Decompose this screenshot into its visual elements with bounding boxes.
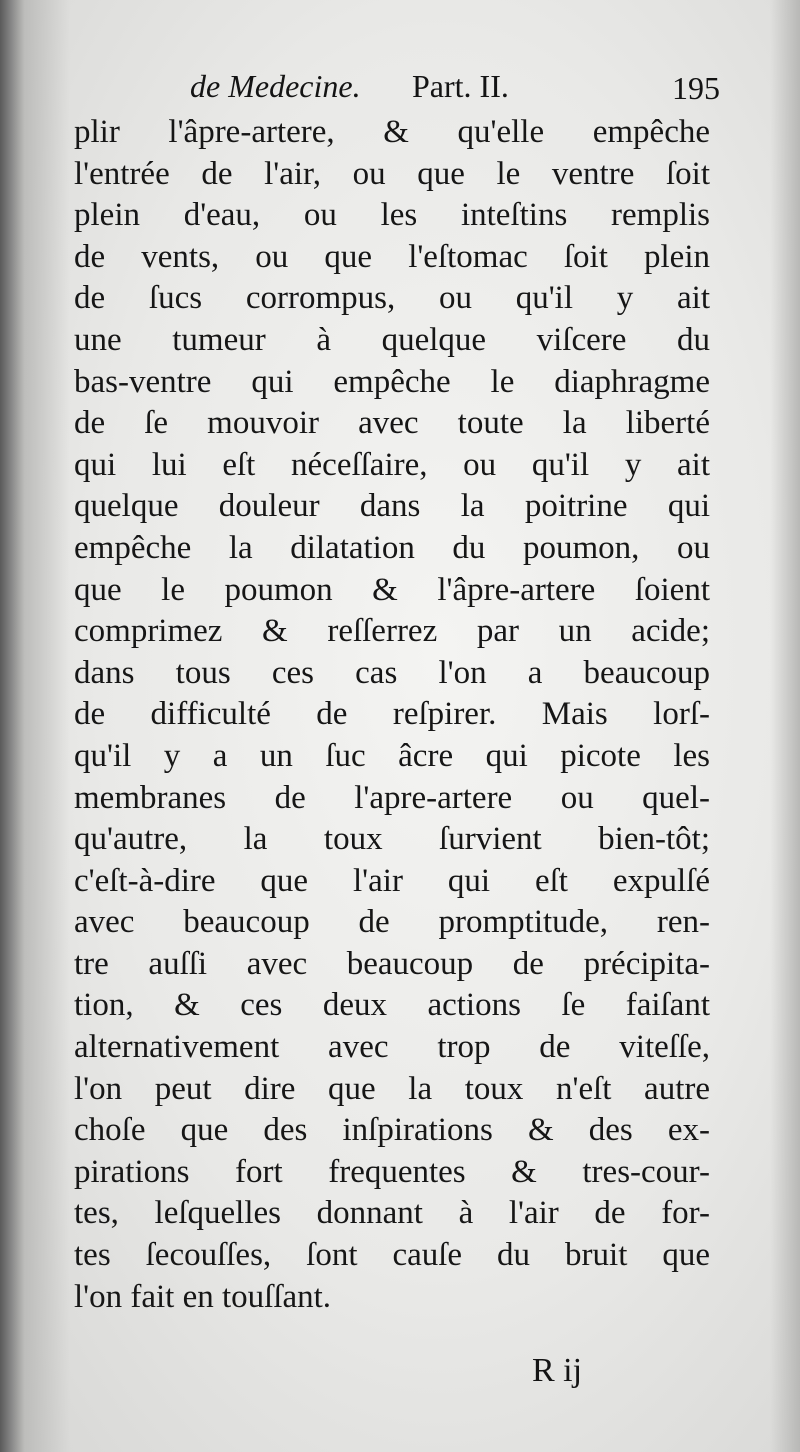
text-line: avec beaucoup de promptitude, ren- bbox=[74, 904, 710, 941]
text-line: alternativement avec trop de viteſſe, bbox=[74, 1029, 710, 1066]
text-line: membranes de l'apre-artere ou quel- bbox=[74, 779, 710, 816]
text-line: que le poumon & l'âpre-artere ſoient bbox=[74, 571, 710, 608]
text-line: qui lui eſt néceſſaire, ou qu'il y ait bbox=[74, 446, 710, 483]
text-line: pirations fort frequentes & tres-cour- bbox=[74, 1153, 710, 1190]
text-line: de vents, ou que l'eſtomac ſoit plein bbox=[74, 238, 710, 275]
text-line: comprimez & reſſerrez par un acide; bbox=[74, 613, 710, 650]
text-line: dans tous ces cas l'on a beaucoup bbox=[74, 654, 710, 691]
text-line: quelque douleur dans la poitrine qui bbox=[74, 488, 710, 525]
running-head bbox=[190, 66, 720, 112]
text-line: l'entrée de l'air, ou que le ventre ſoit bbox=[74, 155, 710, 192]
text-line: une tumeur à quelque viſcere du bbox=[74, 321, 710, 358]
text-line: qu'autre, la toux ſurvient bien-tôt; bbox=[74, 821, 710, 858]
page-number: 195 bbox=[672, 70, 720, 106]
text-line: tion, & ces deux actions ſe faiſant bbox=[74, 987, 710, 1024]
running-head-part: Part. II. bbox=[412, 68, 509, 104]
text-line: l'on peut dire que la toux n'eſt autre bbox=[74, 1070, 710, 1107]
text-line: tes, leſquelles donnant à l'air de for- bbox=[74, 1195, 710, 1232]
text-line: plein d'eau, ou les inteſtins remplis bbox=[74, 197, 710, 234]
text-line: choſe que des inſpirations & des ex- bbox=[74, 1112, 710, 1149]
text-line: de ſe mouvoir avec toute la liberté bbox=[74, 405, 710, 442]
body-text bbox=[74, 112, 710, 1318]
text-line: plir l'âpre-artere, & qu'elle empêche bbox=[74, 114, 710, 150]
text-line: tes ſecouſſes, ſont cauſe du bruit que bbox=[74, 1237, 710, 1274]
text-line: bas-ventre qui empêche le diaphragme bbox=[74, 363, 710, 400]
text-line: de difficulté de reſpirer. Mais lorſ- bbox=[74, 696, 710, 733]
text-line: l'on fait en touſſant. bbox=[74, 1278, 332, 1315]
text-line: tre auſſi avec beaucoup de précipita- bbox=[74, 945, 710, 982]
running-head-title: de Medecine. bbox=[190, 68, 361, 104]
catchword: R ij bbox=[532, 1352, 583, 1389]
text-line: de ſucs corrompus, ou qu'il y ait bbox=[74, 280, 710, 317]
text-line: empêche la dilatation du poumon, ou bbox=[74, 529, 710, 566]
text-line: c'eſt-à-dire que l'air qui eſt expulſé bbox=[74, 862, 710, 899]
text-line: qu'il y a un ſuc âcre qui picote les bbox=[74, 737, 710, 774]
